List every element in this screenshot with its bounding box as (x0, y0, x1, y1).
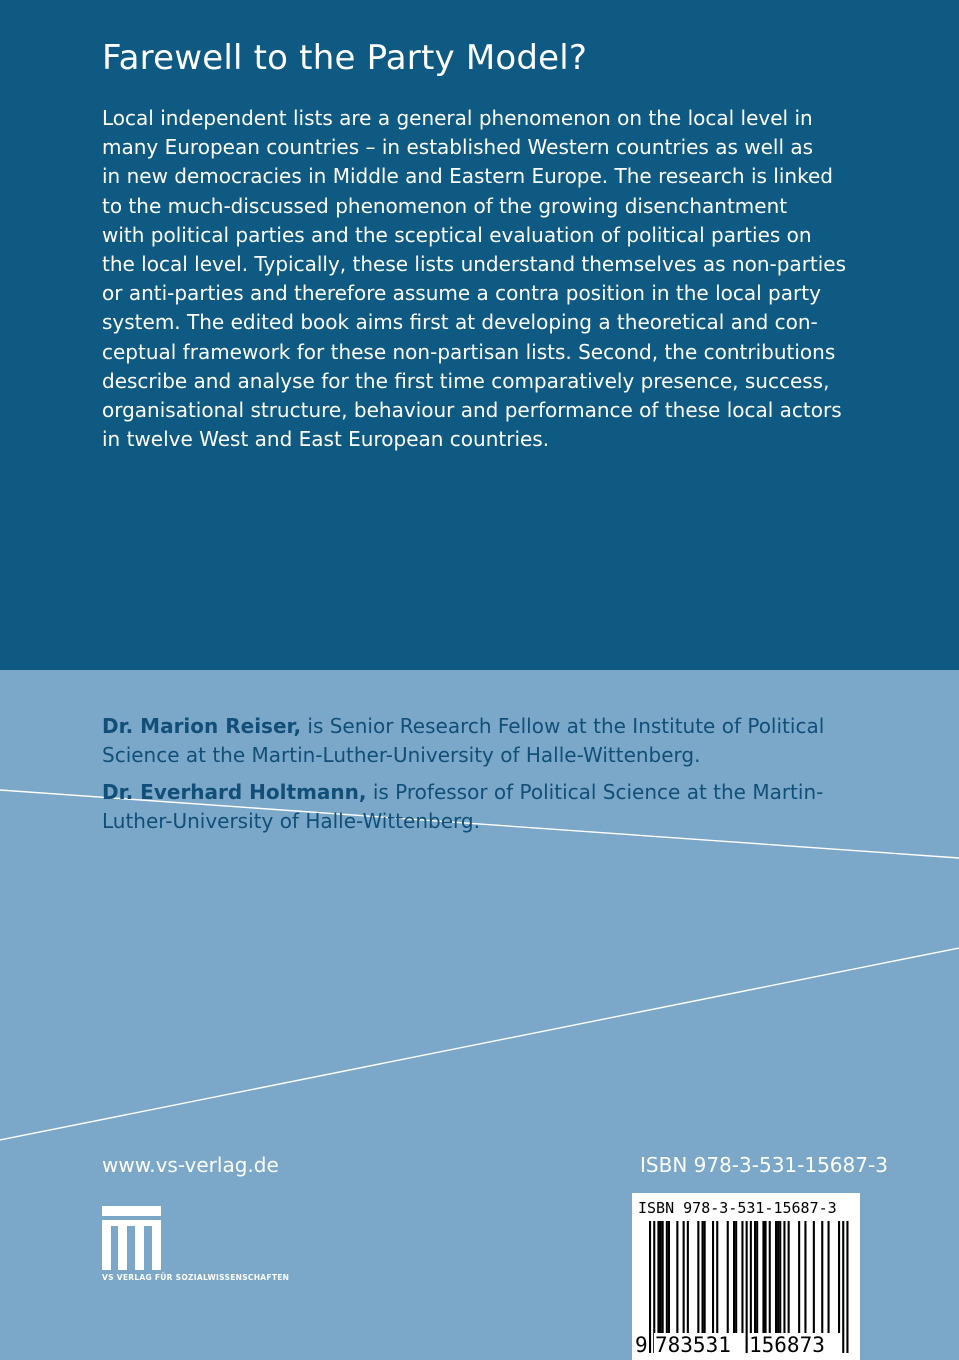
author-bio-line (102, 778, 892, 807)
barcode-bar (779, 1221, 781, 1333)
barcode-bar (733, 1221, 735, 1333)
description-line: ceptual framework for these non-partisan lists. Second, the contributions (102, 339, 836, 364)
barcode-bar (769, 1221, 771, 1333)
barcode-bar (783, 1221, 785, 1333)
description-line: in new democracies in Middle and Eastern Europe. The research is linked (102, 164, 833, 189)
isbn-text: ISBN 978-3-531-15687-3 (640, 1153, 888, 1177)
author-bio-text: is Senior Research Fellow at the Institute of Political (301, 714, 825, 738)
description-line: describe and analyse for the first time comparatively presence, success, (102, 368, 830, 393)
description-line: the local level. Typically, these lists understand themselves as non-parties (102, 252, 847, 277)
barcode-bar (798, 1221, 800, 1333)
barcode-bar (727, 1221, 729, 1333)
barcode-bar (813, 1221, 815, 1333)
barcode-left-digits: 783531 (655, 1333, 731, 1357)
decorative-line-lower (0, 948, 959, 1140)
barcode-bar (666, 1221, 668, 1333)
barcode-bar (775, 1221, 777, 1333)
barcode-first-digit: 9 (635, 1333, 648, 1357)
isbn-barcode (632, 1193, 860, 1360)
barcode-bar (828, 1221, 830, 1333)
barcode-bar (765, 1221, 767, 1333)
publisher-website: www.vs-verlag.de (102, 1153, 279, 1177)
barcode-right-digits: 156873 (749, 1333, 825, 1357)
description-line: Local independent lists are a general phenomenon on the local level in (102, 106, 813, 130)
author-bio-line (102, 712, 892, 741)
author-bios (102, 712, 892, 844)
barcode-bar (660, 1221, 662, 1333)
barcode-bar (777, 1221, 779, 1333)
barcode-bar (668, 1221, 670, 1333)
description-line: organisational structure, behaviour and performance of these local actors (102, 398, 842, 423)
barcode-bar (676, 1221, 678, 1333)
author-name: Dr. Everhard Holtmann, (102, 780, 367, 804)
barcode-bar (821, 1221, 823, 1333)
barcode-bar (712, 1221, 714, 1333)
author-name: Dr. Marion Reiser, (102, 714, 302, 738)
description-line: in twelve West and East European countries. (102, 427, 550, 452)
publisher-name: VS VERLAG FÜR SOZIALWISSENSCHAFTEN (102, 1273, 290, 1282)
barcode-bar (687, 1221, 689, 1333)
barcode-bar (804, 1221, 806, 1333)
description-line: many European countries – in established Western countries as well as (102, 135, 814, 160)
barcode-bar (702, 1221, 704, 1333)
barcode-bar (657, 1221, 659, 1333)
book-title: Farewell to the Party Model? (102, 38, 588, 78)
barcode-bar (762, 1221, 764, 1333)
description-line: system. The edited book aims first at developing a theoretical and con- (102, 310, 818, 335)
author-bio-line: Science at the Martin-Luther-University of Halle-Wittenberg. (102, 743, 701, 767)
description-line: to the much-discussed phenomenon of the growing disenchantment (102, 193, 788, 218)
barcode-bar (649, 1221, 651, 1353)
author-bio-reiser (102, 712, 892, 770)
author-bio-text: is Professor of Political Science at the Martin- (366, 780, 824, 804)
book-description (102, 104, 862, 454)
barcode-bar (697, 1221, 699, 1333)
barcode-bar (716, 1221, 718, 1333)
author-bio-line: Luther-University of Halle-Wittenberg. (102, 809, 480, 833)
barcode-bar (704, 1221, 706, 1333)
barcode-bar (838, 1221, 840, 1333)
description-line: with political parties and the sceptical evaluation of political parties on (102, 222, 812, 247)
barcode-bar (756, 1221, 758, 1333)
barcode-bar (662, 1221, 664, 1333)
description-line: or anti-parties and therefore assume a contra position in the local party (102, 281, 821, 306)
author-bio-holtmann (102, 778, 892, 836)
barcode-bar (735, 1221, 737, 1333)
barcode-isbn-label: ISBN 978-3-531-15687-3 (638, 1199, 837, 1217)
barcode-bar (754, 1221, 756, 1333)
barcode-bar (846, 1221, 848, 1353)
barcode-bar (683, 1221, 685, 1333)
barcode-bar (788, 1221, 790, 1333)
barcode-bar (842, 1221, 844, 1353)
barcode-bar (741, 1221, 743, 1333)
